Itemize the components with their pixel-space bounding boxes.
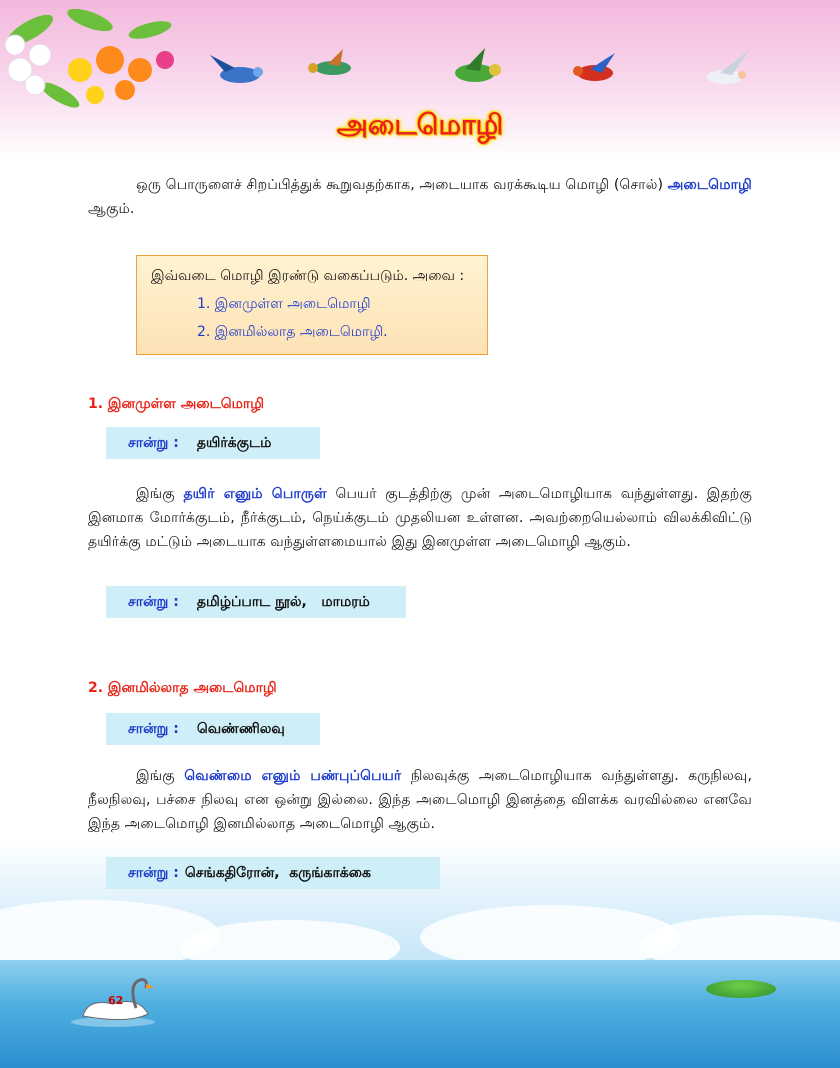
flower-decoration: [0, 0, 200, 125]
intro-paragraph: [88, 173, 752, 221]
section-2-heading: 2. இனமில்லாத அடைமொழி: [88, 680, 277, 696]
types-intro: இவ்வடை மொழி இரண்டு வகைப்படும். அவை :: [151, 268, 465, 284]
bird-icon: [205, 50, 275, 95]
section-1-example-2: [106, 586, 406, 618]
example-value: தயிர்க்குடம்: [196, 435, 272, 451]
section-1-text-start: இங்கு: [136, 486, 184, 502]
intro-highlight: அடைமொழி: [667, 177, 753, 193]
example-label: சான்று :: [128, 721, 179, 737]
example-value: செங்கதிரோன், கருங்காக்கை: [184, 865, 371, 881]
intro-text: ஒரு பொருளைச் சிறப்பித்துக் கூறுவதற்காக, அடையாக வரக்கூடிய மொழி (சொல்): [136, 177, 664, 193]
section-1-highlight: தயிர் எனும் பொருள்: [183, 486, 327, 502]
example-label: சான்று :: [128, 865, 179, 881]
section-2-highlight: வெண்மை எனும் பண்புப்பெயர்: [184, 768, 402, 784]
bird-icon: [298, 46, 368, 91]
type-item-2: 2. இனமில்லாத அடைமொழி.: [197, 324, 388, 340]
section-2-example-1: [106, 713, 320, 745]
section-1-example-1: [106, 427, 320, 459]
bird-icon: [690, 45, 760, 95]
bird-icon: [560, 45, 630, 95]
intro-text-end: ஆகும்.: [88, 201, 135, 217]
type-item-1: 1. இனமுள்ள அடைமொழி: [197, 296, 371, 312]
island-icon: [706, 980, 776, 998]
section-1-text-rest: பெயர் குடத்திற்கு முன் அடைமொழியாக வந்துள்ளது. இதற்கு இனமாக மோர்க்குடம், நீர்க்குடம், நெய்க்குடம் முதலியன உள்ளன. அவற்றையெல்லாம் விலக்கிவிட்டு தயிர்க்கு மட்டும் அடையாக வந்துள்ளமையால் இது இனமுள்ள அடைமொழி ஆகும்.: [88, 486, 752, 550]
page-title: அடைமொழி: [336, 108, 504, 141]
section-1-paragraph: [88, 482, 752, 554]
example-value: தமிழ்ப்பாட நூல், மாமரம்: [196, 594, 370, 610]
page-number: 62: [108, 994, 124, 1007]
section-2-text-rest: நிலவுக்கு அடைமொழியாக வந்துள்ளது. கருநிலவு, நீலநிலவு, பச்சை நிலவு என ஒன்று இல்லை. இந்த அடைமொழி இனத்தை விளக்க வரவில்லை எனவே இந்த அடைமொழி இனமில்லாத அடைமொழி ஆகும்.: [88, 768, 752, 832]
types-box: [136, 255, 488, 355]
example-value: வெண்ணிலவு: [196, 721, 285, 737]
section-2-paragraph: [88, 764, 752, 836]
example-label: சான்று :: [128, 435, 179, 451]
section-2-example-2: [106, 857, 440, 889]
section-2-text-start: இங்கு: [136, 768, 185, 784]
bird-icon: [440, 45, 510, 95]
section-1-heading: 1. இனமுள்ள அடைமொழி: [88, 396, 265, 412]
example-label: சான்று :: [128, 594, 179, 610]
